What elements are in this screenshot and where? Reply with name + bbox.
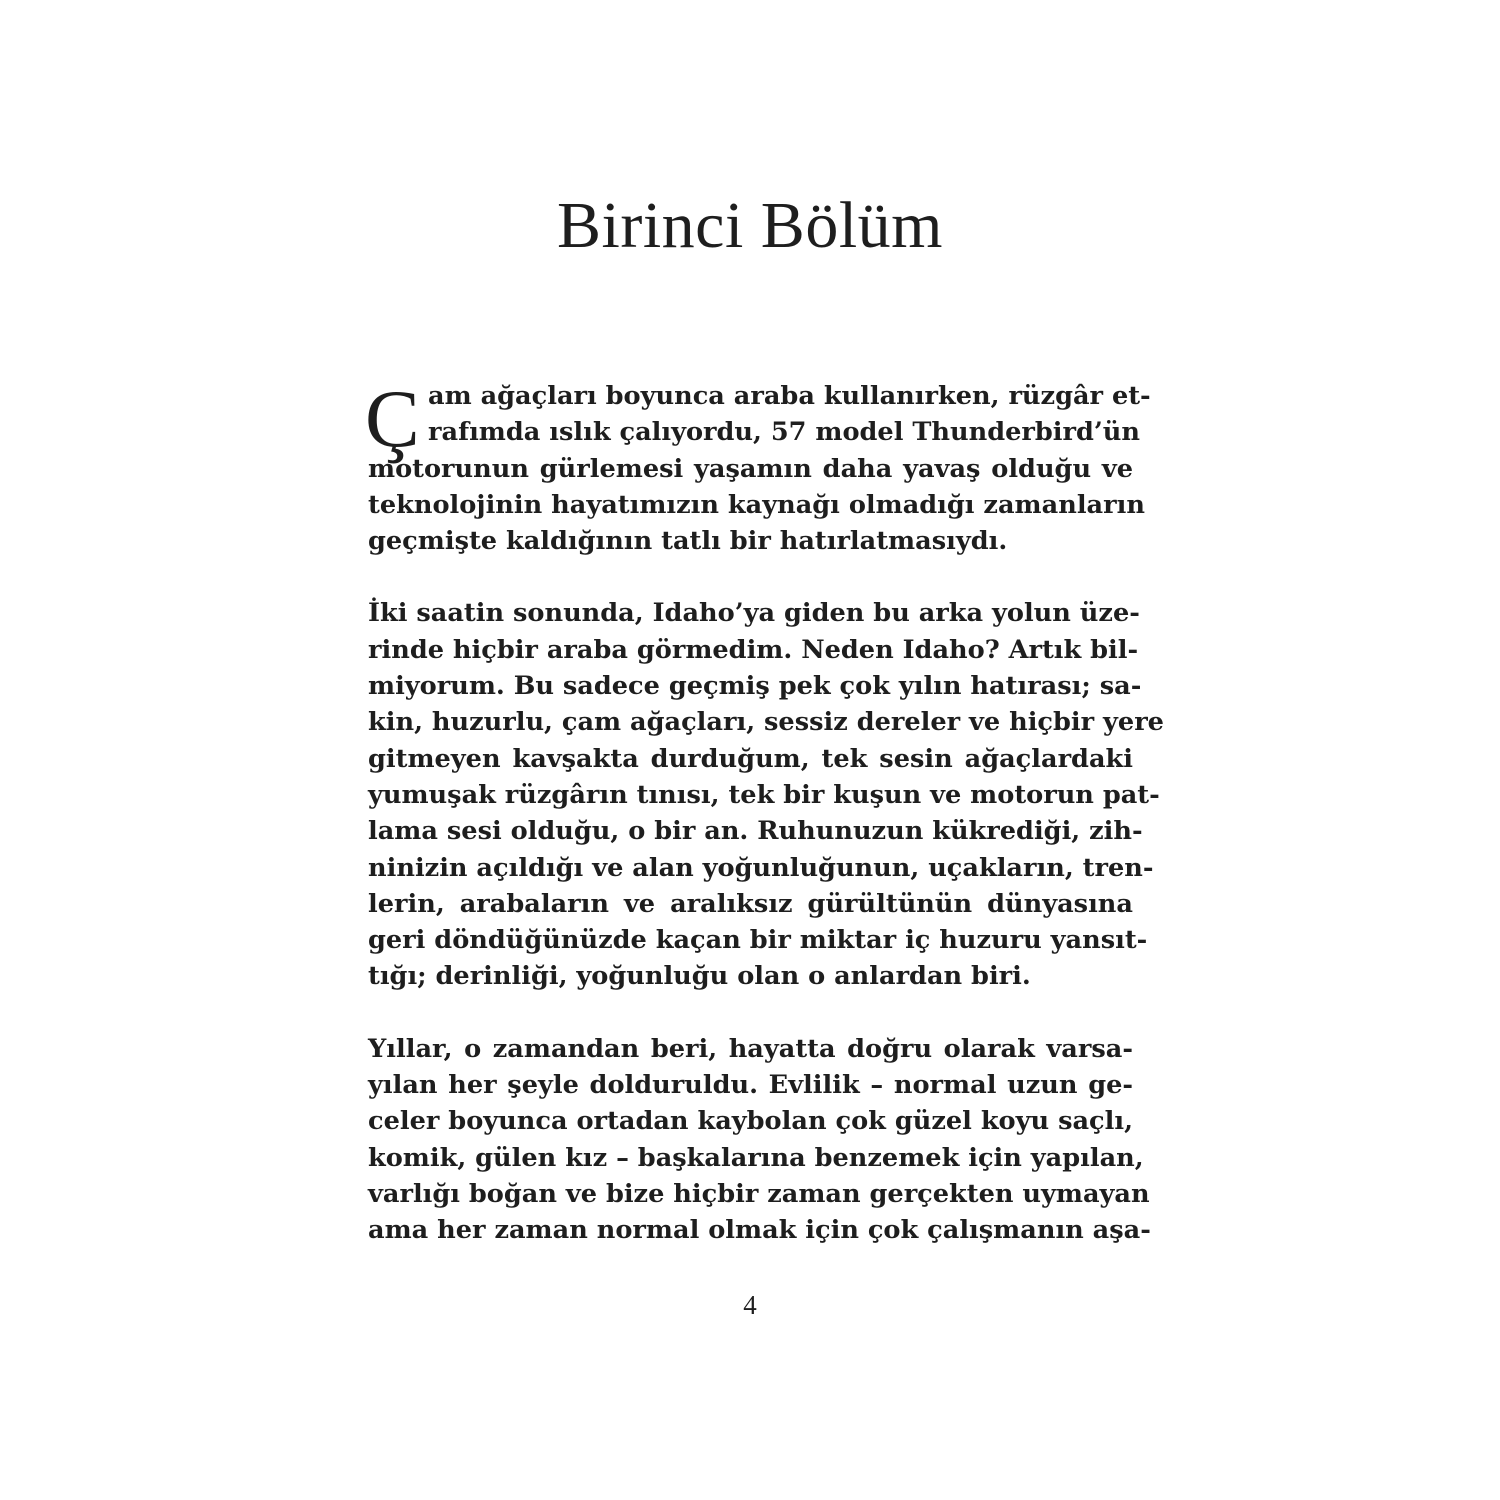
paragraph-1 bbox=[365, 373, 1151, 559]
page-number: 4 bbox=[743, 1290, 757, 1320]
text-line: tığı; derinliği, yoğunluğu olan o anlardan biri. bbox=[368, 961, 1031, 992]
paragraph-3 bbox=[368, 1031, 1151, 1249]
text-line: ama her zaman normal olmak için çok çalışmanın aşa- bbox=[368, 1215, 1151, 1246]
text-line: ninizin açıldığı ve alan yoğunluğunun, uçakların, tren- bbox=[368, 852, 1154, 883]
text-line: Yıllar, o zamandan beri, hayatta doğru olarak varsa- bbox=[368, 1033, 1133, 1064]
text-line: yumuşak rüzgârın tınısı, tek bir kuşun ve motorun pat- bbox=[368, 779, 1160, 810]
text-line: am ağaçları boyunca araba kullanırken, rüzgâr et- bbox=[428, 381, 1151, 411]
body-text bbox=[365, 373, 1164, 1285]
text-line: lama sesi olduğu, o bir an. Ruhunuzun kükrediği, zih- bbox=[368, 816, 1143, 847]
paragraph-2 bbox=[368, 595, 1164, 994]
text-line: motorunun gürlemesi yaşamın daha yavaş olduğu ve bbox=[368, 453, 1133, 484]
text-line: yılan her şeyle dolduruldu. Evlilik – normal uzun ge- bbox=[368, 1070, 1133, 1101]
text-line: celer boyunca ortadan kaybolan çok güzel koyu saçlı, bbox=[368, 1106, 1133, 1137]
text-line: lerin, arabaların ve aralıksız gürültünün dünyasına bbox=[368, 888, 1133, 919]
text-line: teknolojinin hayatımızın kaynağı olmadığı zamanların bbox=[368, 489, 1145, 520]
text-line: geri döndüğünüzde kaçan bir miktar iç huzuru yansıt- bbox=[368, 925, 1148, 956]
drop-cap: Ç bbox=[365, 373, 420, 464]
text-line: kin, huzurlu, çam ağaçları, sessiz dereler ve hiçbir yere bbox=[368, 707, 1164, 738]
text-line: komik, gülen kız – başkalarına benzemek için yapılan, bbox=[368, 1142, 1144, 1173]
text-line: rafımda ıslık çalıyordu, 57 model Thunderbird’ün bbox=[428, 417, 1141, 448]
chapter-title: Birinci Bölüm bbox=[557, 189, 943, 262]
text-line: İki saatin sonunda, Idaho’ya giden bu arka yolun üze- bbox=[368, 598, 1140, 629]
text-line: varlığı boğan ve bize hiçbir zaman gerçekten uymayan bbox=[368, 1178, 1150, 1209]
text-line: geçmişte kaldığının tatlı bir hatırlatmasıydı. bbox=[368, 526, 1008, 557]
text-line: rinde hiçbir araba görmedim. Neden Idaho? Artık bil- bbox=[368, 634, 1139, 665]
text-line: miyorum. Bu sadece geçmiş pek çok yılın hatırası; sa- bbox=[368, 671, 1142, 702]
text-line: gitmeyen kavşakta durduğum, tek sesin ağaçlardaki bbox=[368, 743, 1133, 774]
